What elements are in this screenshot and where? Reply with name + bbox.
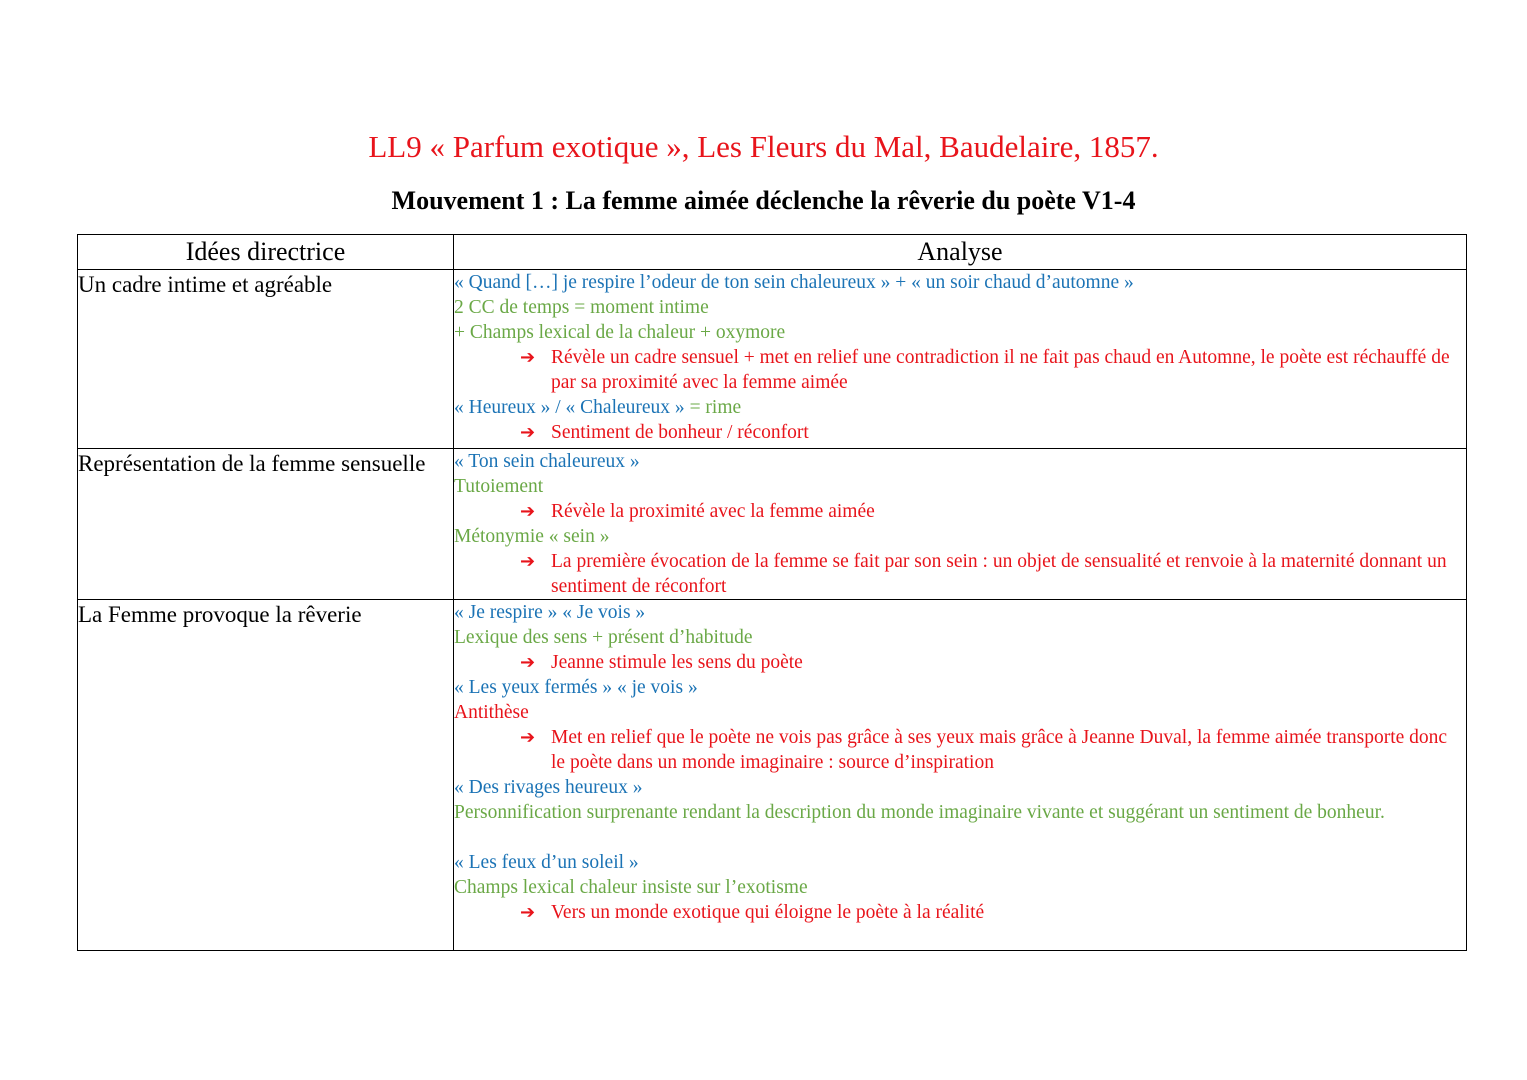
analysis-cell — [454, 449, 1467, 600]
quote-line: « Les yeux fermés » « je vois » — [454, 677, 698, 698]
arrow-bullet-icon: ➔ — [520, 727, 536, 748]
interpretation-text: Révèle la proximité avec la femme aimée — [551, 501, 875, 522]
idea-cell: Représentation de la femme sensuelle — [78, 449, 454, 600]
interpretation-text: Vers un monde exotique qui éloigne le poète à la réalité — [551, 902, 985, 923]
technique-text: = rime — [684, 397, 742, 418]
quote-line: « Je respire » « Je vois » — [454, 602, 646, 623]
table-row — [78, 600, 1467, 951]
interpretation-text: Jeanne stimule les sens du poète — [551, 652, 803, 673]
arrow-bullet-icon: ➔ — [520, 551, 536, 572]
technique-line: Métonymie « sein » — [454, 526, 610, 547]
quote-line: « Des rivages heureux » — [454, 777, 643, 798]
interpretation-bullet — [454, 725, 1466, 775]
table-header-row — [78, 235, 1467, 270]
technique-line: Champs lexical chaleur insiste sur l’exotisme — [454, 877, 808, 898]
technique-line: 2 CC de temps = moment intime — [454, 297, 709, 318]
arrow-bullet-icon: ➔ — [520, 652, 536, 673]
interpretation-bullet — [454, 549, 1466, 599]
interpretation-bullet — [454, 345, 1466, 395]
page-title: LL9 « Parfum exotique », Les Fleurs du Mal, Baudelaire, 1857. — [368, 129, 1159, 164]
arrow-bullet-icon: ➔ — [520, 501, 536, 522]
technique-line: Antithèse — [454, 702, 529, 723]
analysis-table — [77, 234, 1467, 951]
interpretation-bullet — [454, 499, 1466, 524]
technique-line: + Champs lexical de la chaleur + oxymore — [454, 322, 786, 343]
blank-line — [454, 825, 1466, 850]
quote-rhyme-line — [454, 395, 1466, 420]
quote-line: « Les feux d’un soleil » — [454, 852, 639, 873]
interpretation-text: Sentiment de bonheur / réconfort — [551, 422, 809, 443]
analysis-cell — [454, 270, 1467, 449]
interpretation-text: Met en relief que le poète ne vois pas grâce à ses yeux mais grâce à Jeanne Duval, la femme aimée transporte donc le poète dans un monde imaginaire : source d’inspiration — [551, 727, 1448, 773]
arrow-bullet-icon: ➔ — [520, 347, 536, 368]
quote-line: « Ton sein chaleureux » — [454, 451, 640, 472]
table-row — [78, 270, 1467, 449]
interpretation-text: Révèle un cadre sensuel + met en relief une contradiction il ne fait pas chaud en Automne, le poète est réchauffé de par sa proximité avec la femme aimée — [551, 347, 1450, 393]
interpretation-bullet — [454, 650, 1466, 675]
header-analysis: Analyse — [454, 235, 1467, 270]
table-row — [78, 449, 1467, 600]
idea-cell: La Femme provoque la rêverie — [78, 600, 454, 951]
page-subtitle: Mouvement 1 : La femme aimée déclenche la rêverie du poète V1-4 — [391, 186, 1136, 215]
quote-text: « Heureux » / « Chaleureux » — [454, 397, 685, 418]
analysis-cell — [454, 600, 1467, 951]
header-ideas: Idées directrice — [78, 235, 454, 270]
technique-line: Personnification surprenante rendant la description du monde imaginaire vivante et suggérant un sentiment de bonheur. — [454, 802, 1385, 823]
idea-cell: Un cadre intime et agréable — [78, 270, 454, 449]
interpretation-bullet — [454, 900, 1466, 925]
technique-line: Tutoiement — [454, 476, 544, 497]
interpretation-bullet — [454, 420, 1466, 445]
arrow-bullet-icon: ➔ — [520, 902, 536, 923]
technique-line: Lexique des sens + présent d’habitude — [454, 627, 753, 648]
interpretation-text: La première évocation de la femme se fait par son sein : un objet de sensualité et renvoie à la maternité donnant un sentiment de réconfort — [551, 551, 1447, 597]
quote-line: « Quand […] je respire l’odeur de ton sein chaleureux » + « un soir chaud d’automne » — [454, 272, 1134, 293]
arrow-bullet-icon: ➔ — [520, 422, 536, 443]
